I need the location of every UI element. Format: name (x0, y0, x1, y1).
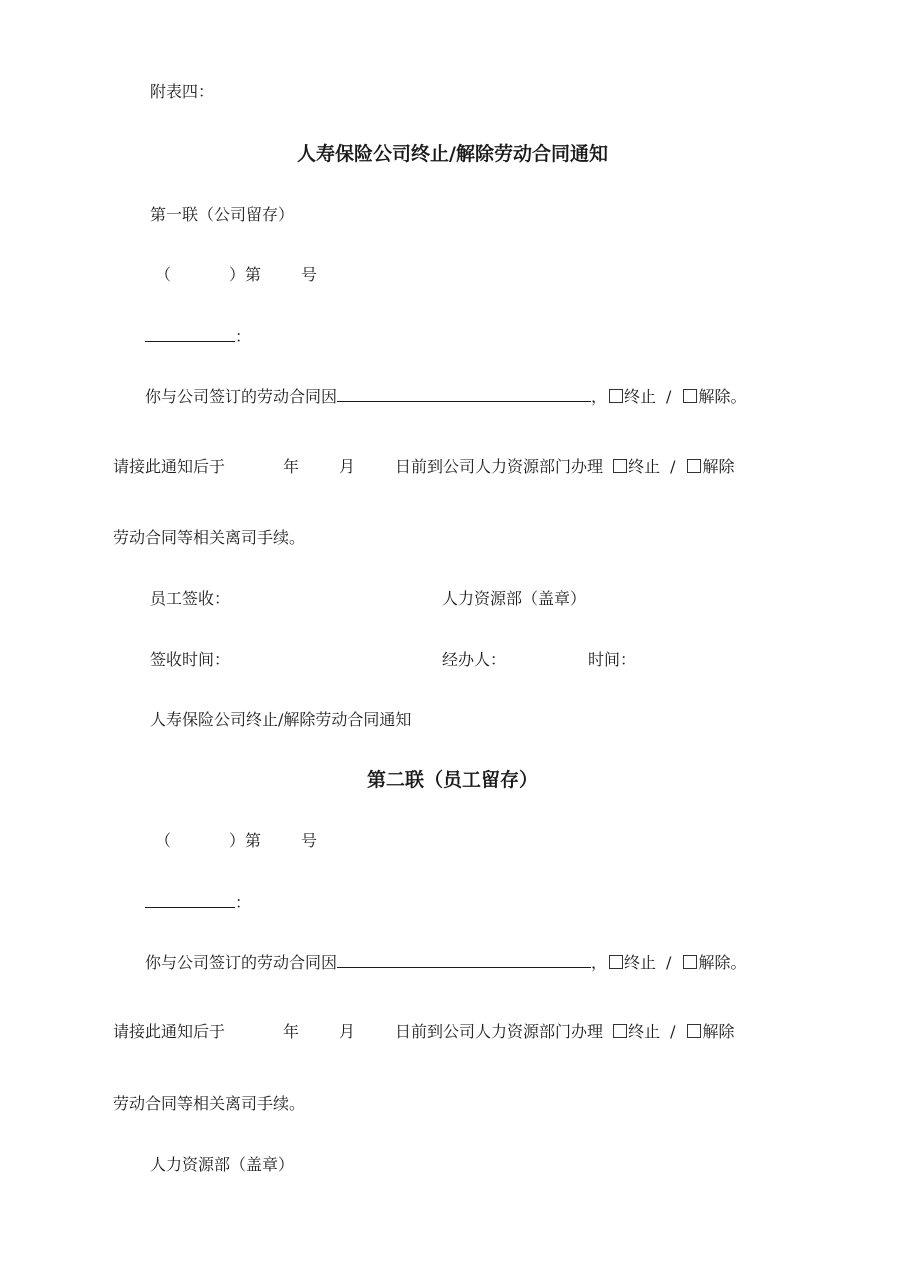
addressee-colon: ： (235, 327, 252, 346)
reason-blank[interactable] (337, 951, 591, 968)
option-separator: / (666, 953, 672, 972)
repeat-title: 人寿保险公司终止/解除劳动合同通知 (150, 710, 412, 729)
copy1-sentence2 (113, 456, 734, 478)
sentence2-rest: 日前到公司人力资源部门办理 (395, 457, 604, 476)
copy1-addressee-line (145, 325, 251, 348)
terminate-checkbox[interactable] (609, 955, 623, 969)
sentence2-prefix: 请接此通知后于 (113, 1022, 226, 1041)
option-separator: / (670, 457, 676, 476)
year-label: 年 (283, 1022, 300, 1041)
addressee-colon: ： (235, 893, 252, 912)
employee-sign-label: 员工签收： (150, 589, 231, 608)
dissolve-label: 解除 (702, 1022, 735, 1041)
copy2-hr-stamp-label: 人力资源部（盖章） (150, 1155, 295, 1174)
terminate-label: 终止 (624, 953, 657, 972)
dissolve-checkbox[interactable] (687, 1024, 701, 1038)
annex-label: 附表四： (150, 82, 215, 101)
addressee-blank[interactable] (145, 891, 235, 908)
dissolve-checkbox[interactable] (687, 459, 701, 473)
dissolve-label: 解除 (702, 457, 735, 476)
number-suffix: 号 (301, 265, 318, 284)
terminate-label: 终止 (628, 1022, 661, 1041)
sentence1-prefix: 你与公司签订的劳动合同因 (145, 387, 338, 406)
terminate-label: 终止 (624, 387, 657, 406)
copy2-label: 第二联（员工留存） (366, 769, 538, 791)
number-open: （ (155, 265, 172, 284)
sentence1-comma: ， (591, 953, 608, 972)
copy1-number-line (155, 264, 317, 286)
number-close: ）第 (229, 831, 262, 850)
number-suffix: 号 (301, 831, 318, 850)
sentence2-rest: 日前到公司人力资源部门办理 (395, 1022, 604, 1041)
terminate-checkbox[interactable] (613, 459, 627, 473)
copy1-sentence1 (145, 385, 746, 408)
terminate-checkbox[interactable] (609, 389, 623, 403)
sentence2-prefix: 请接此通知后于 (113, 457, 226, 476)
copy2-sentence3: 劳动合同等相关离司手续。 (113, 1094, 306, 1113)
copy1-label: 第一联（公司留存） (150, 205, 295, 224)
dissolve-checkbox[interactable] (683, 389, 697, 403)
number-open: （ (155, 831, 172, 850)
time-label: 时间： (588, 650, 637, 669)
month-label: 月 (339, 1022, 356, 1041)
copy1-sentence3: 劳动合同等相关离司手续。 (113, 528, 306, 547)
option-separator: / (666, 387, 672, 406)
dissolve-label: 解除。 (698, 387, 747, 406)
dissolve-checkbox[interactable] (683, 955, 697, 969)
document-title: 人寿保险公司终止/解除劳动合同通知 (297, 143, 608, 165)
copy2-sentence1 (145, 951, 746, 974)
number-close: ）第 (229, 265, 262, 284)
year-label: 年 (283, 457, 300, 476)
terminate-checkbox[interactable] (613, 1024, 627, 1038)
option-separator: / (670, 1022, 676, 1041)
reason-blank[interactable] (337, 385, 591, 402)
month-label: 月 (339, 457, 356, 476)
sentence1-prefix: 你与公司签订的劳动合同因 (145, 953, 338, 972)
dissolve-label: 解除。 (698, 953, 747, 972)
sign-time-label: 签收时间： (150, 650, 231, 669)
sentence1-comma: ， (591, 387, 608, 406)
terminate-label: 终止 (628, 457, 661, 476)
handler-label: 经办人： (442, 650, 507, 669)
hr-stamp-label: 人力资源部（盖章） (442, 589, 587, 608)
copy2-addressee-line (145, 891, 251, 914)
addressee-blank[interactable] (145, 325, 235, 342)
copy2-number-line (155, 830, 317, 852)
copy2-sentence2 (113, 1021, 734, 1043)
